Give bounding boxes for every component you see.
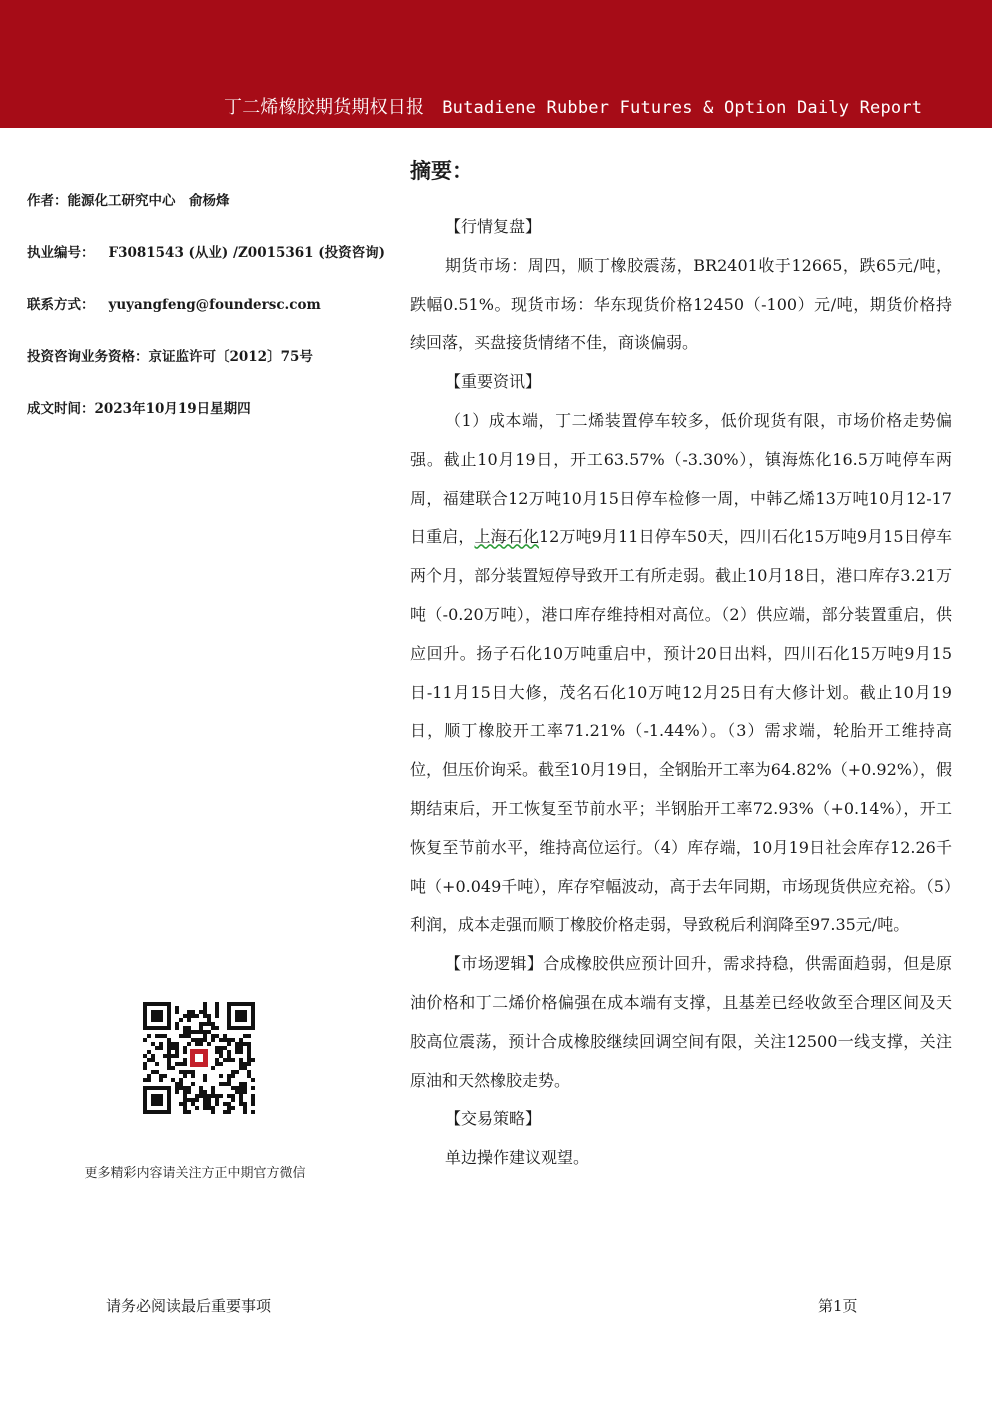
logic-text: 合成橡胶供应预计回升，需求持稳，供需面趋弱，但是原油价格和丁二烯价格偏强在成本端有支撑，且基差已经收敛至合理区间及天胶高位震荡，预计合成橡胶继续回调空间有限，关注12500一线支撑，关注原油和天然橡胶走势。	[410, 954, 952, 1090]
author-label: 作者：	[27, 193, 68, 209]
date-value: 2023年10月19日星期四	[94, 401, 251, 417]
summary-title: 摘要：	[410, 159, 473, 183]
report-title-cn: 丁二烯橡胶期货期权日报	[224, 97, 425, 118]
author-line	[27, 189, 230, 209]
page-number: 第1页	[818, 1297, 858, 1315]
header-banner	[0, 0, 992, 128]
author-value: 能源化工研究中心 俞杨烽	[67, 193, 230, 209]
highlighted-term: 上海石化	[474, 527, 539, 547]
date-line	[27, 397, 251, 417]
news-text-b: 12万吨9月11日停车50天，四川石化15万吨9月15日停车两个月，部分装置短停导致开工有所走弱。截止10月18日，港口库存3.21万吨（-0.20万吨），港口库存维持相对高位。（2）供应端，部分装置重启，供应回升。扬子石化10万吨重启中，预计20日出料，四川石化15万吨9月15日-11月15日大修，茂名石化10万吨12月25日有大修计划。截止10月19日，顺丁橡胶开工率71.21%（-1.44%）。（3）需求端，轮胎开工维持高位，但压价询采。截至10月19日，全钢胎开工率为64.82%（+0.92%），假期结束后，开工恢复至节前水平；半钢胎开工率72.93%（+0.14%），开工恢复至节前水平，维持高位运行。（4）库存端，10月19日社会库存12.26千吨（+0.049千吨），库存窄幅波动，高于去年同期，市场现货供应充裕。（5）利润，成本走强而顺丁橡胶价格走弱，导致税后利润降至97.35元/吨。	[410, 527, 952, 935]
contact-line	[27, 293, 321, 313]
qr-caption: 更多精彩内容请关注方正中期官方微信	[84, 1166, 306, 1181]
wechat-qr-code-icon	[143, 1002, 255, 1114]
review-paragraph: 期货市场：周四，顺丁橡胶震荡，BR2401收于12665，跌65元/吨，跌幅0.51%。现货市场：华东现货价格12450（-100）元/吨，期货价格持续回落，买盘接货情绪不佳，商谈偏弱。	[410, 255, 952, 353]
footer-notice: 请务必阅读最后重要事项	[106, 1297, 272, 1315]
news-paragraph	[410, 402, 952, 945]
summary-content	[410, 208, 952, 1178]
qualification-line	[27, 345, 313, 365]
license-label: 执业编号：	[27, 245, 95, 261]
logic-heading: 【市场逻辑】	[445, 954, 544, 974]
qualification-label: 投资咨询业务资格：	[27, 349, 149, 365]
news-text-a: （1）成本端，丁二烯装置停车较多，低价现货有限，市场价格走势偏强。截止10月19日，开工63.57%（-3.30%），镇海炼化16.5万吨停车两周，福建联合12万吨10月15日停车检修一周，中韩乙烯13万吨10月12-17日重启，	[410, 410, 952, 547]
license-value: F3081543 (从业) /Z0015361 (投资咨询)	[108, 245, 386, 261]
contact-label: 联系方式：	[27, 297, 95, 313]
strategy-paragraph: 单边操作建议观望。	[445, 1148, 590, 1168]
review-heading: 【行情复盘】	[445, 217, 542, 236]
news-heading: 【重要资讯】	[445, 372, 542, 392]
date-label: 成文时间：	[27, 401, 95, 417]
report-title	[224, 93, 922, 119]
logic-paragraph	[410, 945, 952, 1100]
strategy-heading: 【交易策略】	[445, 1109, 542, 1129]
report-title-en: Butadiene Rubber Futures & Option Daily Report	[442, 98, 923, 118]
contact-email[interactable]: yuyangfeng@foundersc.com	[108, 297, 321, 313]
qualification-value: 京证监许可〔2012〕75号	[148, 349, 313, 365]
license-line	[27, 241, 385, 261]
